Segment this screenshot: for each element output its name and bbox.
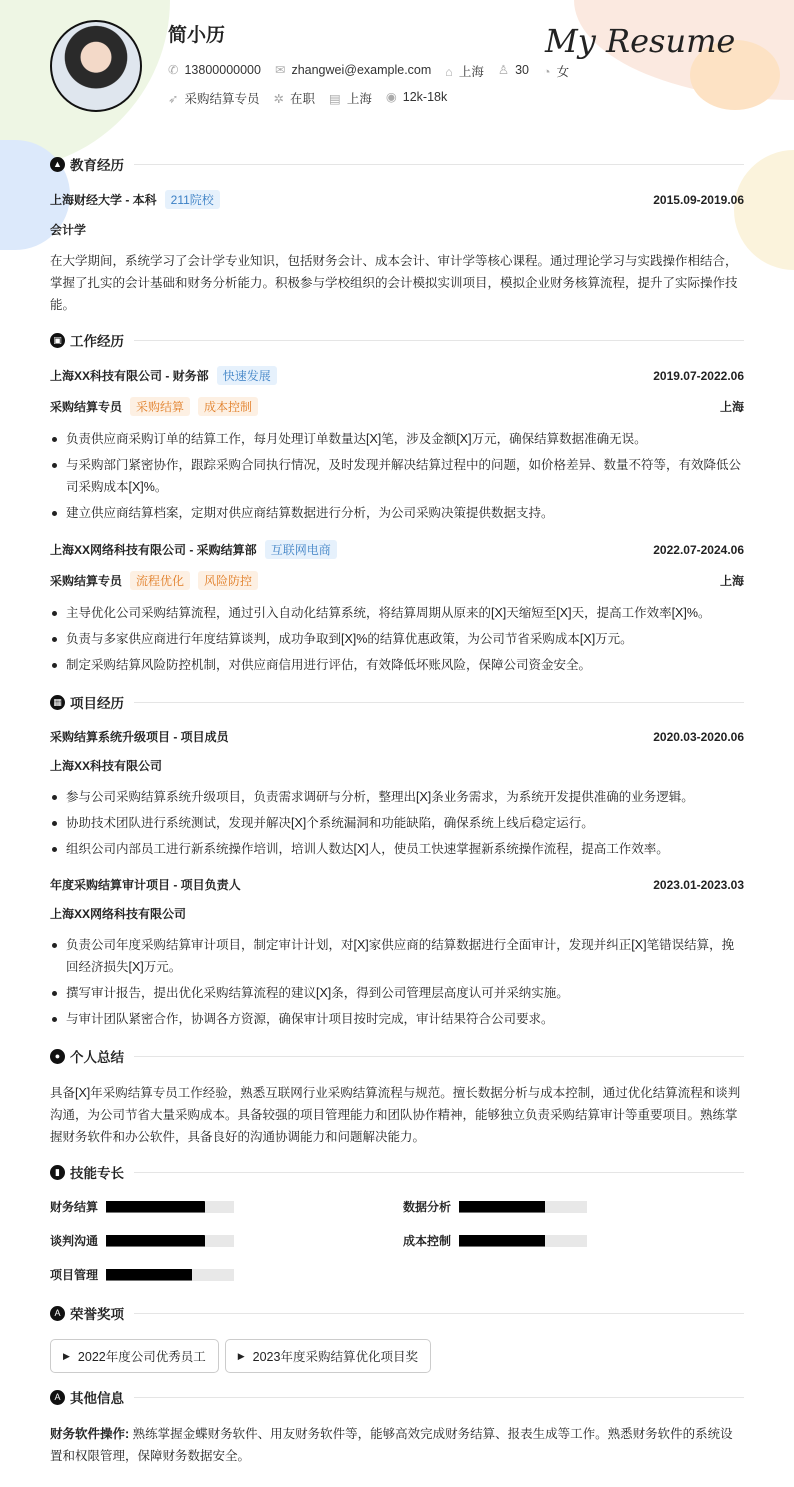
bullet: 主导优化公司采购结算流程，通过引入自动化结算系统，将结算周期从原来的[X]天缩短至[X]天，提高工作效率[X]%。 [50, 602, 744, 624]
tag: 采购结算 [130, 397, 190, 416]
skill-bar [106, 1201, 234, 1213]
section-education [50, 154, 744, 174]
date: 2015.09-2019.06 [653, 192, 744, 207]
bullet: 制定采购结算风险防控机制，对供应商信用进行评估，有效降低坏账风险，保障公司资金安全。 [50, 654, 744, 676]
section-title: 技能专长 [70, 1166, 124, 1181]
other-text: 熟练掌握金蝶财务软件、用友财务软件等，能够高效完成财务结算、报表生成等工作。熟悉财务软件的系统设置和权限管理，保障财务数据安全。 [50, 1427, 733, 1463]
date: 2023.01-2023.03 [653, 877, 744, 892]
bullet: 与审计团队紧密合作，协调各方资源，确保审计项目按时完成，审计结果符合公司要求。 [50, 1008, 744, 1030]
gender: 女 [556, 65, 570, 79]
grid-icon: ▦ [50, 695, 65, 710]
tag: 流程优化 [130, 571, 190, 590]
skill-fill [106, 1235, 205, 1247]
contact-info [168, 62, 569, 80]
avatar [50, 20, 142, 112]
bullet: 协助技术团队进行系统测试，发现并解决[X]个系统漏洞和功能缺陷，确保系统上线后稳定运行。 [50, 812, 744, 834]
city: 上海 [719, 574, 744, 588]
bullet: 负责公司年度采购结算审计项目，制定审计计划，对[X]家供应商的结算数据进行全面审计，发现并纠正[X]笔错误结算，挽回经济损失[X]万元。 [50, 934, 744, 978]
city: 上海 [458, 65, 484, 79]
role: 采购结算专员 [50, 574, 123, 588]
user-icon: ● [50, 1049, 65, 1064]
company: 上海XX科技有限公司 - 财务部 [50, 369, 209, 383]
briefcase-icon: ▣ [50, 333, 65, 348]
date: 2022.07-2024.06 [653, 542, 744, 557]
city: 上海 [719, 400, 744, 414]
skill-name: 成本控制 [403, 1234, 452, 1248]
tag: 互联网电商 [265, 540, 337, 559]
phone: 13800000000 [184, 63, 261, 77]
header [50, 0, 744, 140]
work-item [50, 540, 744, 676]
home-icon: ⌂ [445, 65, 453, 79]
bullet: 负责供应商采购订单的结算工作，每月处理订单数量达[X]笔，涉及金额[X]万元，确保结算数据准确无误。 [50, 428, 744, 450]
section-title: 工作经历 [70, 334, 124, 349]
job-info [168, 89, 447, 107]
award-icon: A [50, 1306, 65, 1321]
major: 会计学 [50, 223, 87, 237]
mail-icon: ✉ [274, 63, 286, 77]
skill-item [403, 1198, 703, 1215]
skill-item [50, 1266, 403, 1283]
date: 2020.03-2020.06 [653, 729, 744, 744]
divider [134, 1313, 744, 1314]
company: 上海XX网络科技有限公司 [50, 907, 187, 921]
other-label: 财务软件操作: [50, 1427, 130, 1441]
tag: 成本控制 [198, 397, 258, 416]
skill-bar [106, 1235, 234, 1247]
bullet: 参与公司采购结算系统升级项目，负责需求调研与分析，整理出[X]条业务需求，为系统开发提供准确的业务逻辑。 [50, 786, 744, 808]
info-icon: A [50, 1390, 65, 1405]
skill-fill [106, 1269, 192, 1281]
bullet: 撰写审计报告，提出优化采购结算流程的建议[X]条，得到公司管理层高度认可并采纳实施。 [50, 982, 744, 1004]
status: 在职 [289, 92, 315, 106]
summary-text: 具备[X]年采购结算专员工作经验，熟悉互联网行业采购结算流程与规范。擅长数据分析与成本控制，通过优化结算流程和谈判沟通，为公司节省大量采购成本。具备较强的项目管理能力和团队协作精神，能够独立负责采购结算审计等重要项目。熟练掌握财务软件和办公软件，具备良好的沟通协调能力和问题解决能力。 [50, 1086, 741, 1144]
award-label: 2022年度公司优秀员工 [77, 1350, 206, 1364]
project-name: 年度采购结算审计项目 - 项目负责人 [50, 878, 241, 892]
education-desc: 在大学期间，系统学习了会计学专业知识，包括财务会计、成本会计、审计学等核心课程。通过理论学习与实践操作相结合，掌握了扎实的会计基础和财务分析能力。积极参与学校组织的会计模拟实训项目，模拟企业财务核算流程，提升了实际操作技能。 [50, 254, 738, 312]
project-item [50, 728, 744, 860]
name: 简小历 [168, 25, 226, 46]
skill-fill [459, 1201, 545, 1213]
building-icon: ▤ [329, 92, 341, 106]
divider [134, 1056, 744, 1057]
status-icon: ✲ [273, 92, 284, 106]
skill-name: 财务结算 [50, 1200, 99, 1214]
age-icon: ♙ [497, 63, 510, 77]
tag: 风险防控 [198, 571, 258, 590]
divider [134, 164, 744, 165]
bullet: 组织公司内部员工进行新系统操作培训，培训人数达[X]人，使员工快速掌握新系统操作流程，提高工作效率。 [50, 838, 744, 860]
skill-bar [459, 1201, 587, 1213]
bullet: 建立供应商结算档案，定期对供应商结算数据进行分析，为公司采购决策提供数据支持。 [50, 502, 744, 524]
phone-icon: ✆ [168, 63, 179, 77]
section-other [50, 1387, 744, 1407]
play-icon: ▶ [237, 1350, 245, 1361]
work-item [50, 366, 744, 524]
role: 采购结算专员 [50, 400, 123, 414]
salary: 12k-18k [402, 90, 448, 104]
project-name: 采购结算系统升级项目 - 项目成员 [50, 730, 229, 744]
gender-icon: ◔ [543, 65, 551, 79]
skill-name: 谈判沟通 [50, 1234, 99, 1248]
section-work [50, 330, 744, 350]
tag: 211院校 [165, 190, 220, 209]
section-awards [50, 1303, 744, 1323]
project-item [50, 876, 744, 1030]
bullet: 与采购部门紧密协作，跟踪采购合同执行情况，及时发现并解决结算过程中的问题，如价格差异、数量不符等，有效降低公司采购成本[X]%。 [50, 454, 744, 498]
salary-icon: ◉ [385, 90, 397, 104]
award-label: 2023年度采购结算优化项目奖 [252, 1350, 418, 1364]
divider [134, 340, 744, 341]
skill-bar [106, 1269, 234, 1281]
section-skills [50, 1162, 744, 1182]
section-title: 项目经历 [70, 696, 124, 711]
divider [134, 702, 744, 703]
section-summary [50, 1046, 744, 1066]
chart-icon: ▮ [50, 1165, 65, 1180]
resume-script-title: My Resume [545, 22, 736, 60]
send-icon: ➶ [168, 92, 179, 106]
email: zhangwei@example.com [291, 63, 432, 77]
section-projects [50, 692, 744, 712]
target-city: 上海 [346, 92, 372, 106]
skill-item [50, 1198, 403, 1215]
graduation-cap-icon: ▲ [50, 157, 65, 172]
section-title: 其他信息 [70, 1391, 124, 1406]
date: 2019.07-2022.06 [653, 368, 744, 383]
company: 上海XX网络科技有限公司 - 采购结算部 [50, 543, 257, 557]
section-title: 荣誉奖项 [70, 1307, 124, 1322]
age: 30 [515, 63, 529, 77]
skill-item [50, 1232, 403, 1249]
school: 上海财经大学 - 本科 [50, 193, 157, 207]
section-title: 个人总结 [70, 1050, 124, 1065]
award-item [225, 1339, 431, 1373]
skill-item [403, 1232, 703, 1249]
divider [134, 1172, 744, 1173]
award-item [50, 1339, 219, 1373]
job: 采购结算专员 [184, 92, 260, 106]
play-icon: ▶ [63, 1350, 70, 1361]
section-title: 教育经历 [70, 158, 124, 173]
company: 上海XX科技有限公司 [50, 759, 163, 773]
skill-fill [106, 1201, 205, 1213]
divider [134, 1397, 744, 1398]
skill-name: 数据分析 [403, 1200, 452, 1214]
skill-fill [459, 1235, 545, 1247]
skill-name: 项目管理 [50, 1268, 99, 1282]
bullet: 负责与多家供应商进行年度结算谈判，成功争取到[X]%的结算优惠政策，为公司节省采购成本[X]万元。 [50, 628, 744, 650]
tag: 快速发展 [217, 366, 277, 385]
skill-bar [459, 1235, 587, 1247]
